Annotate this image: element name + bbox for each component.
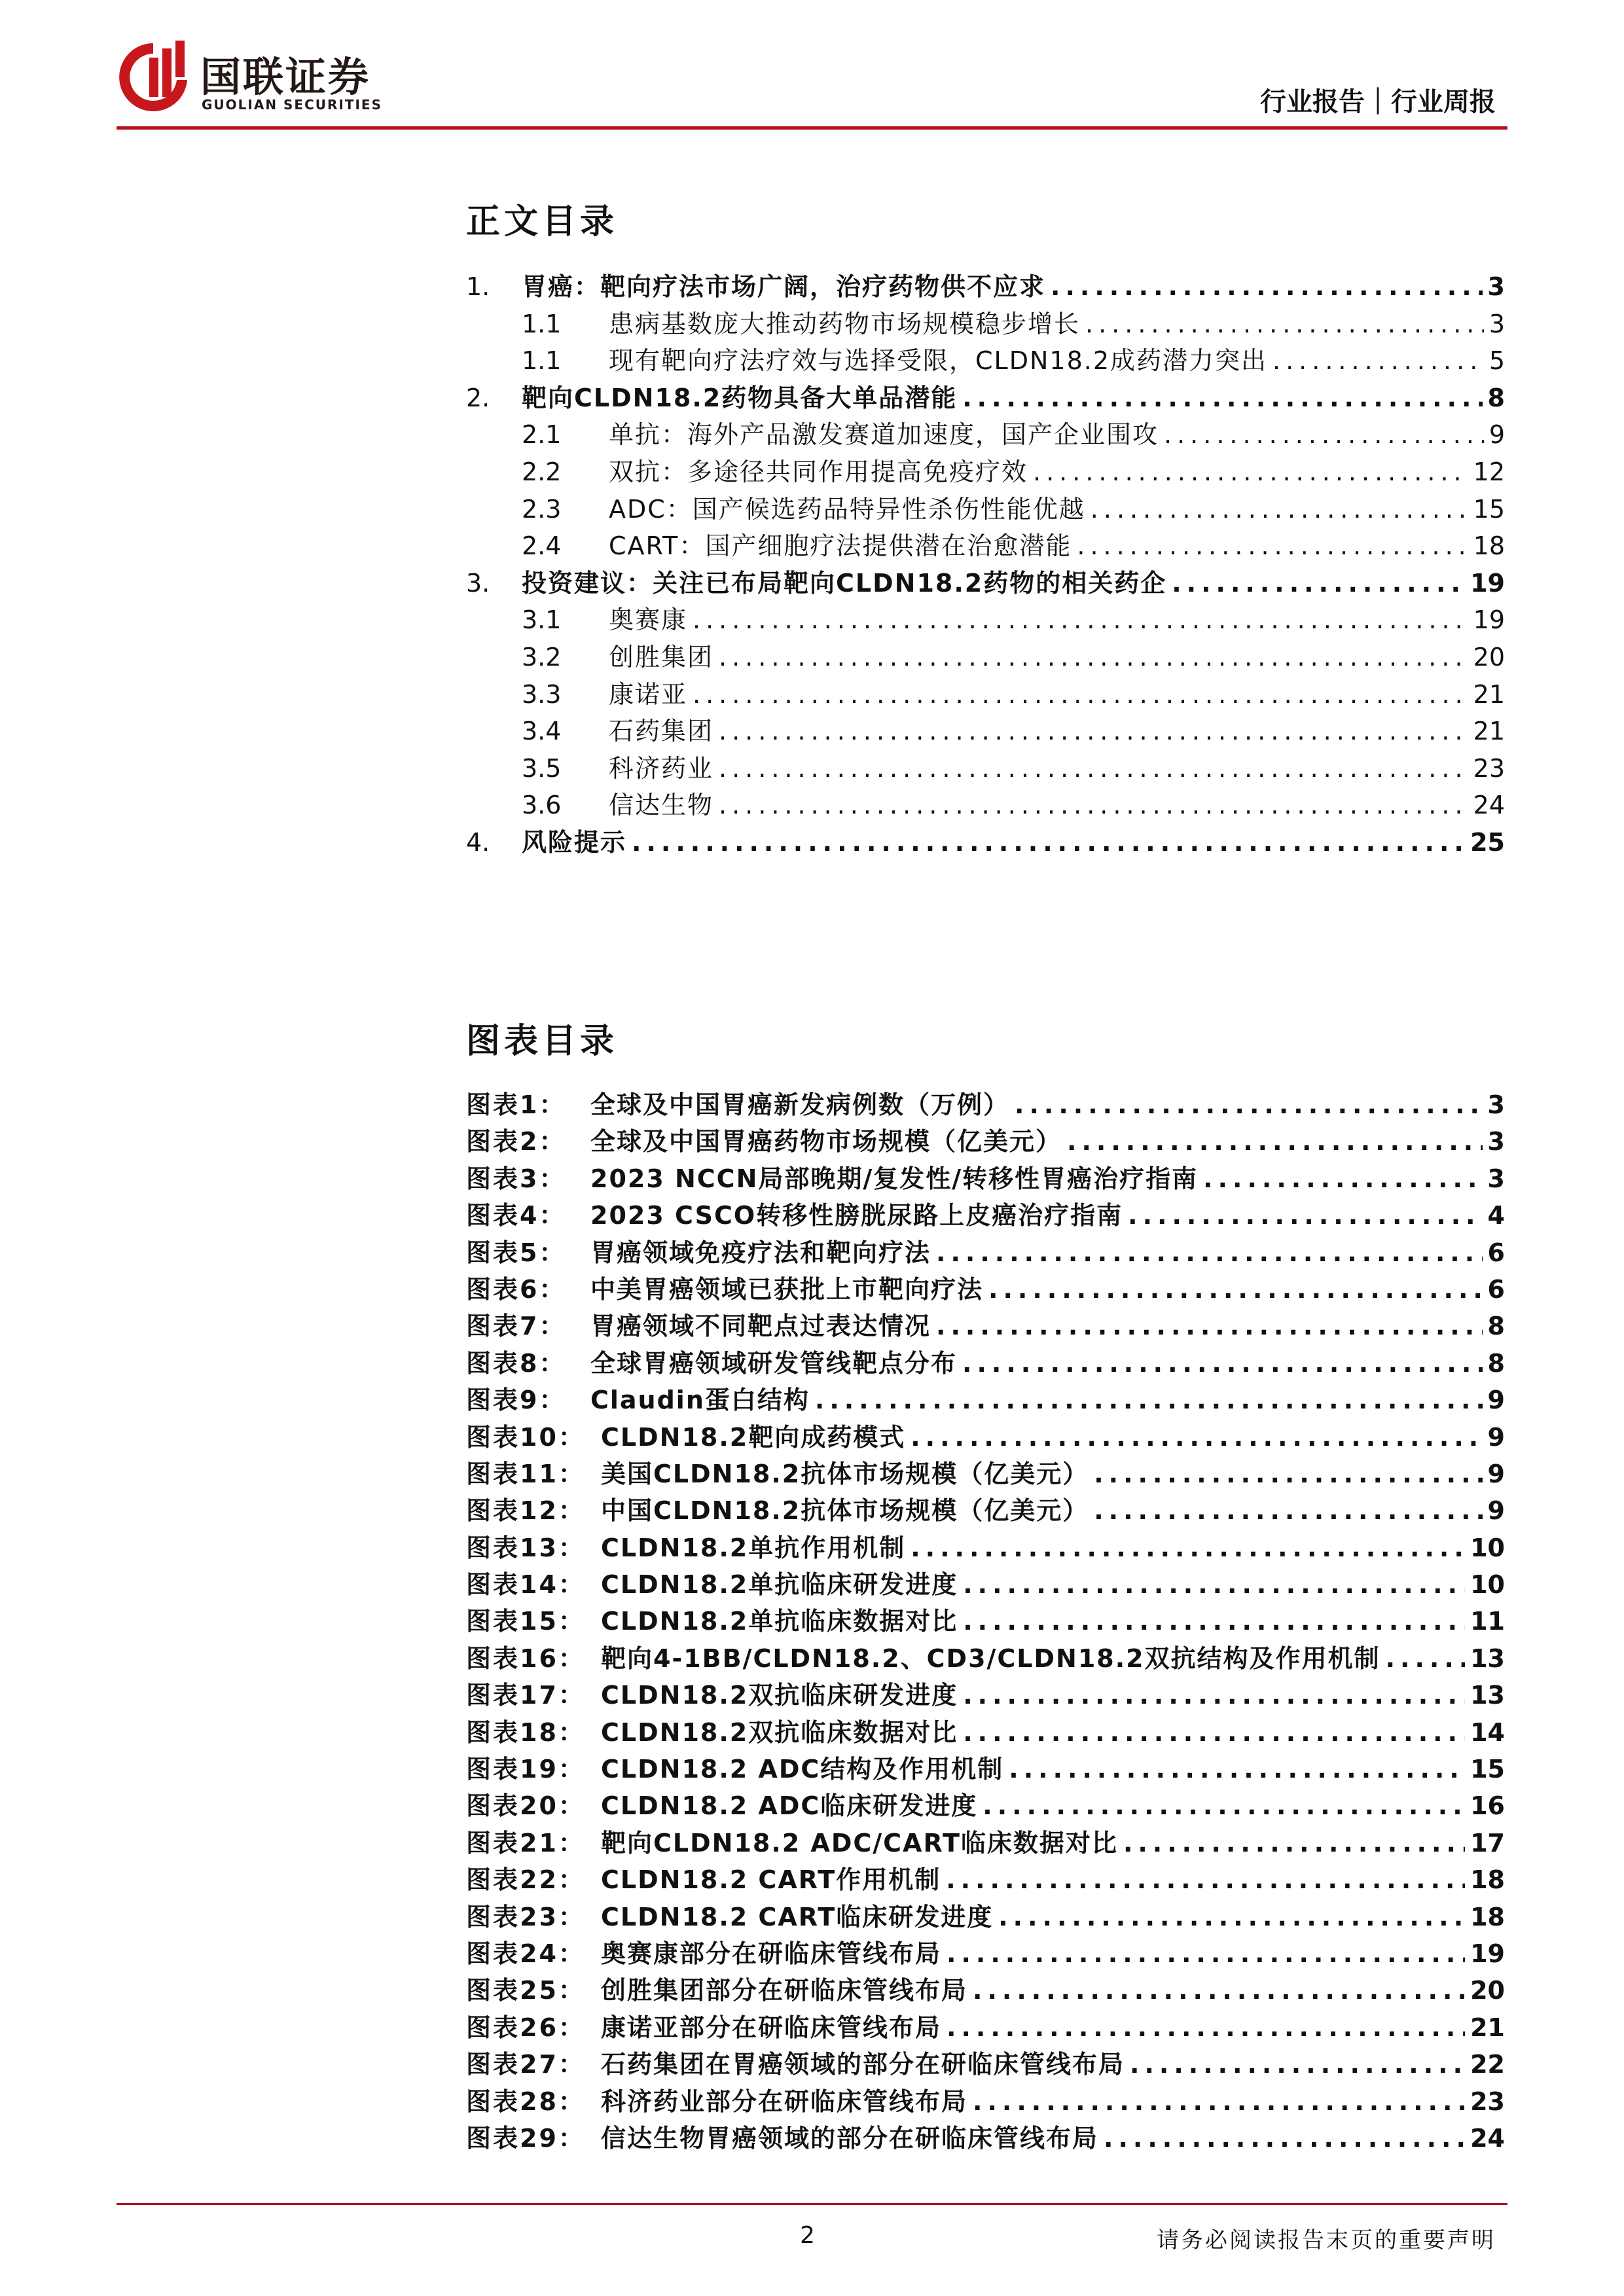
figure-entry[interactable]	[466, 1861, 1505, 1898]
figure-entry[interactable]	[466, 1751, 1505, 1787]
toc-entry-number: 3.	[466, 568, 490, 598]
toc-entry-page[interactable]: 9	[1489, 420, 1505, 450]
figure-entry-title[interactable]: CLDN18.2靶向成药模式	[601, 1422, 906, 1452]
dot-leader	[1033, 454, 1468, 491]
dot-leader	[1203, 1160, 1482, 1197]
toc-entry-title[interactable]: 患病基数庞大推动药物市场规模稳步增长	[609, 309, 1081, 338]
figure-entry-page[interactable]: 6	[1487, 1238, 1505, 1267]
figure-entry-number: 图表24：	[466, 1939, 585, 1968]
figure-entry-page[interactable]: 11	[1470, 1607, 1505, 1636]
figure-entry-page[interactable]: 18	[1470, 1902, 1505, 1931]
figure-entry-title[interactable]: CLDN18.2 ADC结构及作用机制	[601, 1755, 1004, 1784]
toc-entry[interactable]	[466, 342, 1505, 380]
figure-entry[interactable]	[466, 1677, 1505, 1713]
dot-leader	[1128, 1197, 1482, 1234]
toc-entry[interactable]	[466, 380, 1505, 417]
toc-entry-title[interactable]: 双抗：多途径共同作用提高免疫疗效	[609, 457, 1028, 486]
figure-entry[interactable]	[466, 1382, 1505, 1418]
dot-leader	[1172, 565, 1465, 602]
toc-entry-title[interactable]: 投资建议：关注已布局靶向CLDN18.2药物的相关药企	[522, 568, 1167, 598]
figure-entry[interactable]	[466, 2009, 1505, 2046]
figure-entry[interactable]	[466, 1714, 1505, 1751]
figure-entry-page[interactable]: 8	[1487, 1312, 1505, 1341]
figure-entry-page[interactable]: 9	[1487, 1496, 1505, 1526]
figure-entry-number: 图表4：	[466, 1201, 566, 1230]
figure-entry-number: 图表25：	[466, 1976, 585, 2005]
figure-entry-title[interactable]: 信达生物胃癌领域的部分在研临床管线布局	[601, 2123, 1099, 2153]
dot-leader	[719, 639, 1468, 676]
toc-entry-title[interactable]: 奥赛康	[609, 605, 688, 635]
header-divider	[117, 126, 1507, 130]
dot-leader	[693, 601, 1468, 639]
figure-entry-number: 图表21：	[466, 1828, 585, 1857]
dot-leader	[1077, 528, 1468, 565]
toc-entry-number: 2.3	[522, 494, 562, 524]
toc-entry-page[interactable]: 18	[1473, 531, 1505, 561]
figure-entry-title[interactable]: 全球及中国胃癌新发病例数（万例）	[590, 1090, 1010, 1119]
toc-entry[interactable]	[466, 787, 1505, 824]
guolian-logo-icon	[117, 38, 190, 115]
figure-entry-number: 图表20：	[466, 1791, 585, 1821]
figure-entry-title[interactable]: 石药集团在胃癌领域的部分在研临床管线布局	[601, 2050, 1125, 2079]
toc-entry[interactable]	[466, 565, 1505, 602]
toc-entry-page[interactable]: 3	[1489, 309, 1505, 338]
dot-leader	[962, 1345, 1483, 1382]
toc-entry[interactable]	[466, 824, 1505, 861]
dot-leader	[1051, 268, 1483, 306]
dot-leader	[962, 380, 1482, 417]
figure-entry-number: 图表15：	[466, 1607, 585, 1636]
toc-entry-number: 2.2	[522, 457, 562, 486]
toc-entry-page[interactable]: 19	[1470, 568, 1505, 598]
figure-entry-number: 图表12：	[466, 1496, 585, 1526]
figure-entry-page[interactable]: 22	[1470, 2050, 1505, 2079]
figure-entry-page[interactable]: 3	[1487, 1090, 1505, 1119]
toc-entry[interactable]	[466, 416, 1505, 454]
figure-entry-page[interactable]: 6	[1487, 1274, 1505, 1304]
figure-entry[interactable]	[466, 1197, 1505, 1234]
figure-entry-title[interactable]: 科济药业部分在研临床管线布局	[601, 2087, 968, 2116]
figure-entry-page[interactable]: 8	[1487, 1348, 1505, 1378]
dot-leader	[1094, 1456, 1482, 1492]
toc-entry[interactable]	[466, 713, 1505, 750]
figure-entry-number: 图表11：	[466, 1459, 585, 1488]
toc-title: 正文目录	[466, 202, 619, 242]
dot-leader	[1009, 1751, 1465, 1787]
figure-entry[interactable]	[466, 1603, 1505, 1640]
dot-leader	[973, 2083, 1465, 2120]
figure-entry-number: 图表18：	[466, 1717, 585, 1747]
toc-entry-number: 3.6	[522, 791, 562, 820]
dot-leader	[815, 1382, 1483, 1418]
figure-entry-title[interactable]: CLDN18.2双抗临床数据对比	[601, 1717, 958, 1747]
figure-entry-title[interactable]: CLDN18.2双抗临床研发进度	[601, 1681, 958, 1710]
figure-entry-title[interactable]: 康诺亚部分在研临床管线布局	[601, 2013, 942, 2042]
figure-entry-number: 图表23：	[466, 1902, 585, 1931]
figure-entry-number: 图表22：	[466, 1865, 585, 1895]
dot-leader	[1123, 1825, 1465, 1861]
figure-entry-number: 图表14：	[466, 1570, 585, 1600]
figure-entry-number: 图表3：	[466, 1164, 566, 1193]
logo-text-cn: 国联证券	[200, 53, 371, 101]
figure-entry-page[interactable]: 13	[1470, 1643, 1505, 1673]
figure-entry-title[interactable]: 靶向4-1BB/CLDN18.2、CD3/CLDN18.2双抗结构及作用机制	[601, 1643, 1380, 1673]
dot-leader	[936, 1234, 1483, 1271]
toc-entry-title[interactable]: 石药集团	[609, 717, 714, 746]
dot-leader	[1085, 306, 1484, 343]
figure-entry[interactable]	[466, 1419, 1505, 1456]
toc-entry[interactable]	[466, 268, 1505, 306]
page-number: 2	[800, 2222, 815, 2249]
toc-entry-title[interactable]: ADC：国产候选药品特异性杀伤性能优越	[609, 494, 1085, 524]
figure-entry-number: 图表13：	[466, 1533, 585, 1562]
figure-entry-page[interactable]: 9	[1487, 1459, 1505, 1488]
figure-entry-title[interactable]: CLDN18.2 CART临床研发进度	[601, 1902, 994, 1931]
figure-entry[interactable]	[466, 1123, 1505, 1160]
figure-entry[interactable]	[466, 1271, 1505, 1308]
figure-entry-number: 图表26：	[466, 2013, 585, 2042]
figure-list	[466, 1086, 1505, 2157]
toc-entry-title[interactable]: 胃癌：靶向疗法市场广阔，治疗药物供不应求	[522, 272, 1046, 301]
dot-leader	[1130, 2046, 1465, 2083]
dot-leader	[1067, 1123, 1483, 1160]
dot-leader	[1091, 491, 1468, 528]
figure-entry[interactable]	[466, 1456, 1505, 1492]
figure-entry[interactable]	[466, 1492, 1505, 1529]
toc-entry[interactable]	[466, 491, 1505, 528]
figure-entry-page[interactable]: 3	[1487, 1127, 1505, 1157]
table-of-contents	[466, 268, 1505, 861]
figure-entry[interactable]	[466, 2120, 1505, 2157]
footer-disclaimer: 请务必阅读报告末页的重要声明	[1157, 2227, 1496, 2253]
figure-entry-number: 图表2：	[466, 1127, 566, 1157]
figure-entry-page[interactable]: 10	[1470, 1533, 1505, 1562]
dot-leader	[988, 1271, 1483, 1308]
figure-entry-title[interactable]: CLDN18.2单抗临床数据对比	[601, 1607, 958, 1636]
figure-entry-number: 图表7：	[466, 1312, 566, 1341]
figure-entry-title[interactable]: CLDN18.2 CART作用机制	[601, 1865, 941, 1895]
figure-entry-number: 图表8：	[466, 1348, 566, 1378]
figure-entry-number: 图表10：	[466, 1422, 585, 1452]
figure-entry-number: 图表17：	[466, 1681, 585, 1710]
figure-list-title: 图表目录	[466, 1022, 619, 1061]
dot-leader	[1164, 416, 1484, 454]
toc-entry-title[interactable]: 单抗：海外产品激发赛道加速度，国产企业围攻	[609, 420, 1159, 450]
toc-entry-number: 1.	[466, 272, 490, 301]
figure-entry-title[interactable]: 胃癌领域免疫疗法和靶向疗法	[590, 1238, 931, 1267]
figure-entry-number: 图表28：	[466, 2087, 585, 2116]
figure-entry-title[interactable]: 美国CLDN18.2抗体市场规模（亿美元）	[601, 1459, 1089, 1488]
toc-entry-page[interactable]: 12	[1473, 457, 1505, 486]
dot-leader	[911, 1419, 1482, 1456]
dot-leader	[719, 750, 1468, 787]
dot-leader	[963, 1714, 1465, 1751]
figure-entry-number: 图表19：	[466, 1755, 585, 1784]
figure-entry-number: 图表16：	[466, 1643, 585, 1673]
dot-leader	[963, 1677, 1465, 1713]
figure-entry-number: 图表29：	[466, 2123, 585, 2153]
toc-entry-page[interactable]: 15	[1473, 494, 1505, 524]
figure-entry-title[interactable]: 全球及中国胃癌药物市场规模（亿美元）	[590, 1127, 1062, 1157]
toc-entry-number: 3.4	[522, 717, 562, 746]
toc-entry-page[interactable]: 25	[1470, 827, 1505, 857]
figure-entry[interactable]	[466, 2046, 1505, 2083]
figure-entry-title[interactable]: 胃癌领域不同靶点过表达情况	[590, 1312, 931, 1341]
toc-entry-page[interactable]: 21	[1473, 717, 1505, 746]
figure-entry-page[interactable]: 17	[1470, 1828, 1505, 1857]
figure-entry[interactable]	[466, 1899, 1505, 1935]
figure-entry-page[interactable]: 18	[1470, 1865, 1505, 1895]
figure-entry-title[interactable]: Claudin蛋白结构	[590, 1386, 810, 1415]
dot-leader	[1104, 2120, 1465, 2157]
dot-leader	[632, 824, 1465, 861]
dot-leader	[973, 1972, 1465, 2009]
figure-entry-title[interactable]: 2023 NCCN局部晚期/复发性/转移性胃癌治疗指南	[590, 1164, 1199, 1193]
toc-entry-number: 3.1	[522, 605, 562, 635]
toc-entry-number: 3.5	[522, 753, 562, 783]
figure-entry-title[interactable]: CLDN18.2单抗临床研发进度	[601, 1570, 958, 1600]
figure-entry[interactable]	[466, 1234, 1505, 1271]
dot-leader	[946, 1861, 1465, 1898]
toc-entry-number: 4.	[466, 827, 490, 857]
figure-entry-page[interactable]: 21	[1470, 2013, 1505, 2042]
dot-leader	[983, 1787, 1465, 1824]
toc-entry[interactable]	[466, 639, 1505, 676]
figure-entry-page[interactable]: 14	[1470, 1717, 1505, 1747]
toc-entry-page[interactable]: 20	[1473, 642, 1505, 672]
dot-leader	[963, 1603, 1465, 1640]
dot-leader	[963, 1566, 1465, 1603]
dot-leader	[719, 787, 1468, 824]
dot-leader	[1094, 1492, 1482, 1529]
toc-entry-title[interactable]: 信达生物	[609, 791, 714, 820]
figure-entry-page[interactable]: 19	[1470, 1939, 1505, 1968]
figure-entry[interactable]	[466, 1308, 1505, 1344]
toc-entry-number: 3.2	[522, 642, 562, 672]
toc-entry-title[interactable]: 现有靶向疗法疗效与选择受限，CLDN18.2成药潜力突出	[609, 346, 1268, 376]
toc-entry-title[interactable]: 靶向CLDN18.2药物具备大单品潜能	[522, 383, 958, 412]
toc-entry-title[interactable]: CART：国产细胞疗法提供潜在治愈潜能	[609, 531, 1072, 561]
figure-entry-page[interactable]: 4	[1487, 1201, 1505, 1230]
figure-entry[interactable]	[466, 1160, 1505, 1197]
figure-entry[interactable]	[466, 1086, 1505, 1123]
figure-entry-page[interactable]: 20	[1470, 1976, 1505, 2005]
toc-entry-page[interactable]: 5	[1489, 346, 1505, 376]
figure-entry-page[interactable]: 23	[1470, 2087, 1505, 2116]
toc-entry-page[interactable]: 21	[1473, 679, 1505, 709]
toc-entry[interactable]	[466, 306, 1505, 343]
figure-entry[interactable]	[466, 1345, 1505, 1382]
dot-leader	[947, 2009, 1465, 2046]
figure-entry[interactable]	[466, 1640, 1505, 1677]
figure-entry-number: 图表1：	[466, 1090, 566, 1119]
figure-entry-title[interactable]: 中国CLDN18.2抗体市场规模（亿美元）	[601, 1496, 1089, 1526]
figure-entry-number: 图表27：	[466, 2050, 585, 2079]
figure-entry-title[interactable]: 2023 CSCO转移性膀胱尿路上皮癌治疗指南	[590, 1201, 1123, 1230]
toc-entry-page[interactable]: 24	[1473, 791, 1505, 820]
dot-leader	[693, 676, 1468, 713]
toc-entry-title[interactable]: 科济药业	[609, 753, 714, 783]
toc-entry[interactable]	[466, 601, 1505, 639]
figure-entry-title[interactable]: CLDN18.2 ADC临床研发进度	[601, 1791, 978, 1821]
dot-leader	[1015, 1086, 1483, 1123]
toc-entry-page[interactable]: 8	[1487, 383, 1505, 412]
toc-entry-number: 2.4	[522, 531, 562, 561]
toc-entry-number: 3.3	[522, 679, 562, 709]
figure-entry-title[interactable]: 创胜集团部分在研临床管线布局	[601, 1976, 968, 2005]
dot-leader	[998, 1899, 1465, 1935]
dot-leader	[719, 713, 1468, 750]
toc-entry-number: 2.1	[522, 420, 562, 450]
toc-entry[interactable]	[466, 676, 1505, 713]
figure-entry[interactable]	[466, 1787, 1505, 1824]
toc-entry-page[interactable]: 19	[1473, 605, 1505, 635]
dot-leader	[911, 1530, 1465, 1566]
dot-leader	[1386, 1640, 1465, 1677]
figure-entry[interactable]	[466, 1825, 1505, 1861]
figure-entry-page[interactable]: 3	[1487, 1164, 1505, 1193]
toc-entry-page[interactable]: 3	[1487, 272, 1505, 301]
toc-entry-number: 1.1	[522, 346, 562, 376]
toc-entry-title[interactable]: 康诺亚	[609, 679, 688, 709]
figure-entry-page[interactable]: 24	[1470, 2123, 1505, 2153]
figure-entry-page[interactable]: 16	[1470, 1791, 1505, 1821]
toc-entry-title[interactable]: 创胜集团	[609, 642, 714, 672]
figure-entry-title[interactable]: 奥赛康部分在研临床管线布局	[601, 1939, 942, 1968]
toc-entry-title[interactable]: 风险提示	[522, 827, 627, 857]
figure-entry-page[interactable]: 15	[1470, 1755, 1505, 1784]
figure-entry-number: 图表5：	[466, 1238, 566, 1267]
dot-leader	[947, 1935, 1465, 1972]
logo-text-en: GUOLIAN SECURITIES	[202, 97, 382, 113]
figure-entry-title[interactable]: CLDN18.2单抗作用机制	[601, 1533, 906, 1562]
dot-leader	[1272, 342, 1484, 380]
figure-entry-page[interactable]: 13	[1470, 1681, 1505, 1710]
figure-entry[interactable]	[466, 1566, 1505, 1603]
figure-entry[interactable]	[466, 1972, 1505, 2009]
toc-entry[interactable]	[466, 454, 1505, 491]
toc-entry[interactable]	[466, 750, 1505, 787]
figure-entry-number: 图表6：	[466, 1274, 566, 1304]
report-type: 行业报告｜行业周报	[1260, 87, 1496, 117]
figure-entry-number: 图表9：	[466, 1386, 566, 1415]
page-header	[0, 0, 1624, 131]
dot-leader	[936, 1308, 1483, 1344]
toc-entry-page[interactable]: 23	[1473, 753, 1505, 783]
figure-entry[interactable]	[466, 2083, 1505, 2120]
guolian-logo	[117, 38, 431, 123]
figure-entry-title[interactable]: 中美胃癌领域已获批上市靶向疗法	[590, 1274, 984, 1304]
figure-entry-page[interactable]: 9	[1487, 1422, 1505, 1452]
figure-entry[interactable]	[466, 1530, 1505, 1566]
footer-divider	[117, 2203, 1507, 2205]
toc-entry-number: 1.1	[522, 309, 562, 338]
figure-entry-page[interactable]: 9	[1487, 1386, 1505, 1415]
toc-entry-number: 2.	[466, 383, 490, 412]
figure-entry-page[interactable]: 10	[1470, 1570, 1505, 1600]
toc-entry[interactable]	[466, 528, 1505, 565]
figure-entry[interactable]	[466, 1935, 1505, 1972]
figure-entry-title[interactable]: 靶向CLDN18.2 ADC/CART临床数据对比	[601, 1828, 1118, 1857]
figure-entry-title[interactable]: 全球胃癌领域研发管线靶点分布	[590, 1348, 958, 1378]
